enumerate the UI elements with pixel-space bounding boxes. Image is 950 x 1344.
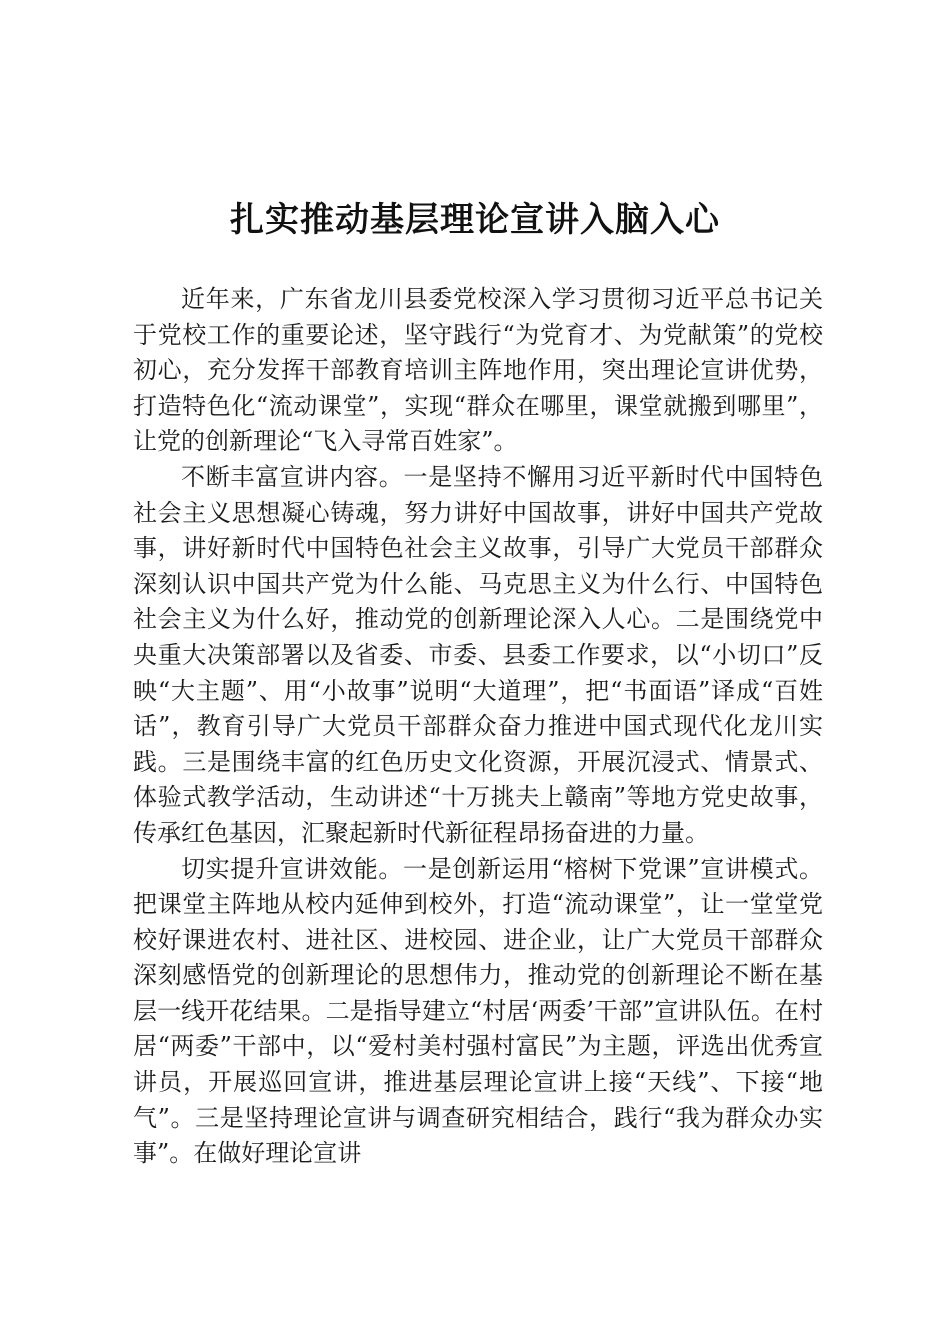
paragraph-content: 不断丰富宣讲内容。一是坚持不懈用习近平新时代中国特色社会主义思想凝心铸魂，努力讲好中国故事，讲好中国共产党故事，讲好新时代中国特色社会主义故事，引导广大党员干部群众深刻认识中国共产党为什么能、马克思主义为什么行、中国特色社会主义为什么好，推动党的创新理论深入人心。二是围绕党中央重大决策部署以及省委、市委、县委工作要求，以“小切口”反映“大主题”、用“小故事”说明“大道理”，把“书面语”译成“百姓话”，教育引导广大党员干部群众奋力推进中国式现代化龙川实践。三是围绕丰富的红色历史文化资源，开展沉浸式、情景式、体验式教学活动，生动讲述“十万挑夫上赣南”等地方党史故事，传承红色基因，汇聚起新时代新征程昂扬奋进的力量。 bbox=[133, 462, 823, 847]
paragraph-intro: 近年来，广东省龙川县委党校深入学习贯彻习近平总书记关于党校工作的重要论述，坚守践行“为党育才、为党献策”的党校初心，充分发挥干部教育培训主阵地作用，突出理论宣讲优势，打造特色化“流动课堂”，实现“群众在哪里，课堂就搬到哪里”，让党的创新理论“飞入寻常百姓家”。 bbox=[133, 285, 823, 456]
paragraph-effectiveness: 切实提升宣讲效能。一是创新运用“榕树下党课”宣讲模式。把课堂主阵地从校内延伸到校外，打造“流动课堂”，让一堂堂党校好课进农村、进社区、进校园、进企业，让广大党员干部群众深刻感悟党的创新理论的思想伟力，推动党的创新理论不断在基层一线开花结果。二是指导建立“村居‘两委’干部”宣讲队伍。在村居“两委”干部中，以“爱村美村强村富民”为主题，评选出优秀宣讲员，开展巡回宣讲，推进基层理论宣讲上接“天线”、下接“地气”。三是坚持理论宣讲与调查研究相结合，践行“我为群众办实事”。在做好理论宣讲 bbox=[133, 854, 823, 1168]
document-title: 扎实推动基层理论宣讲入脑入心 bbox=[230, 200, 720, 240]
document-body bbox=[133, 282, 823, 1172]
